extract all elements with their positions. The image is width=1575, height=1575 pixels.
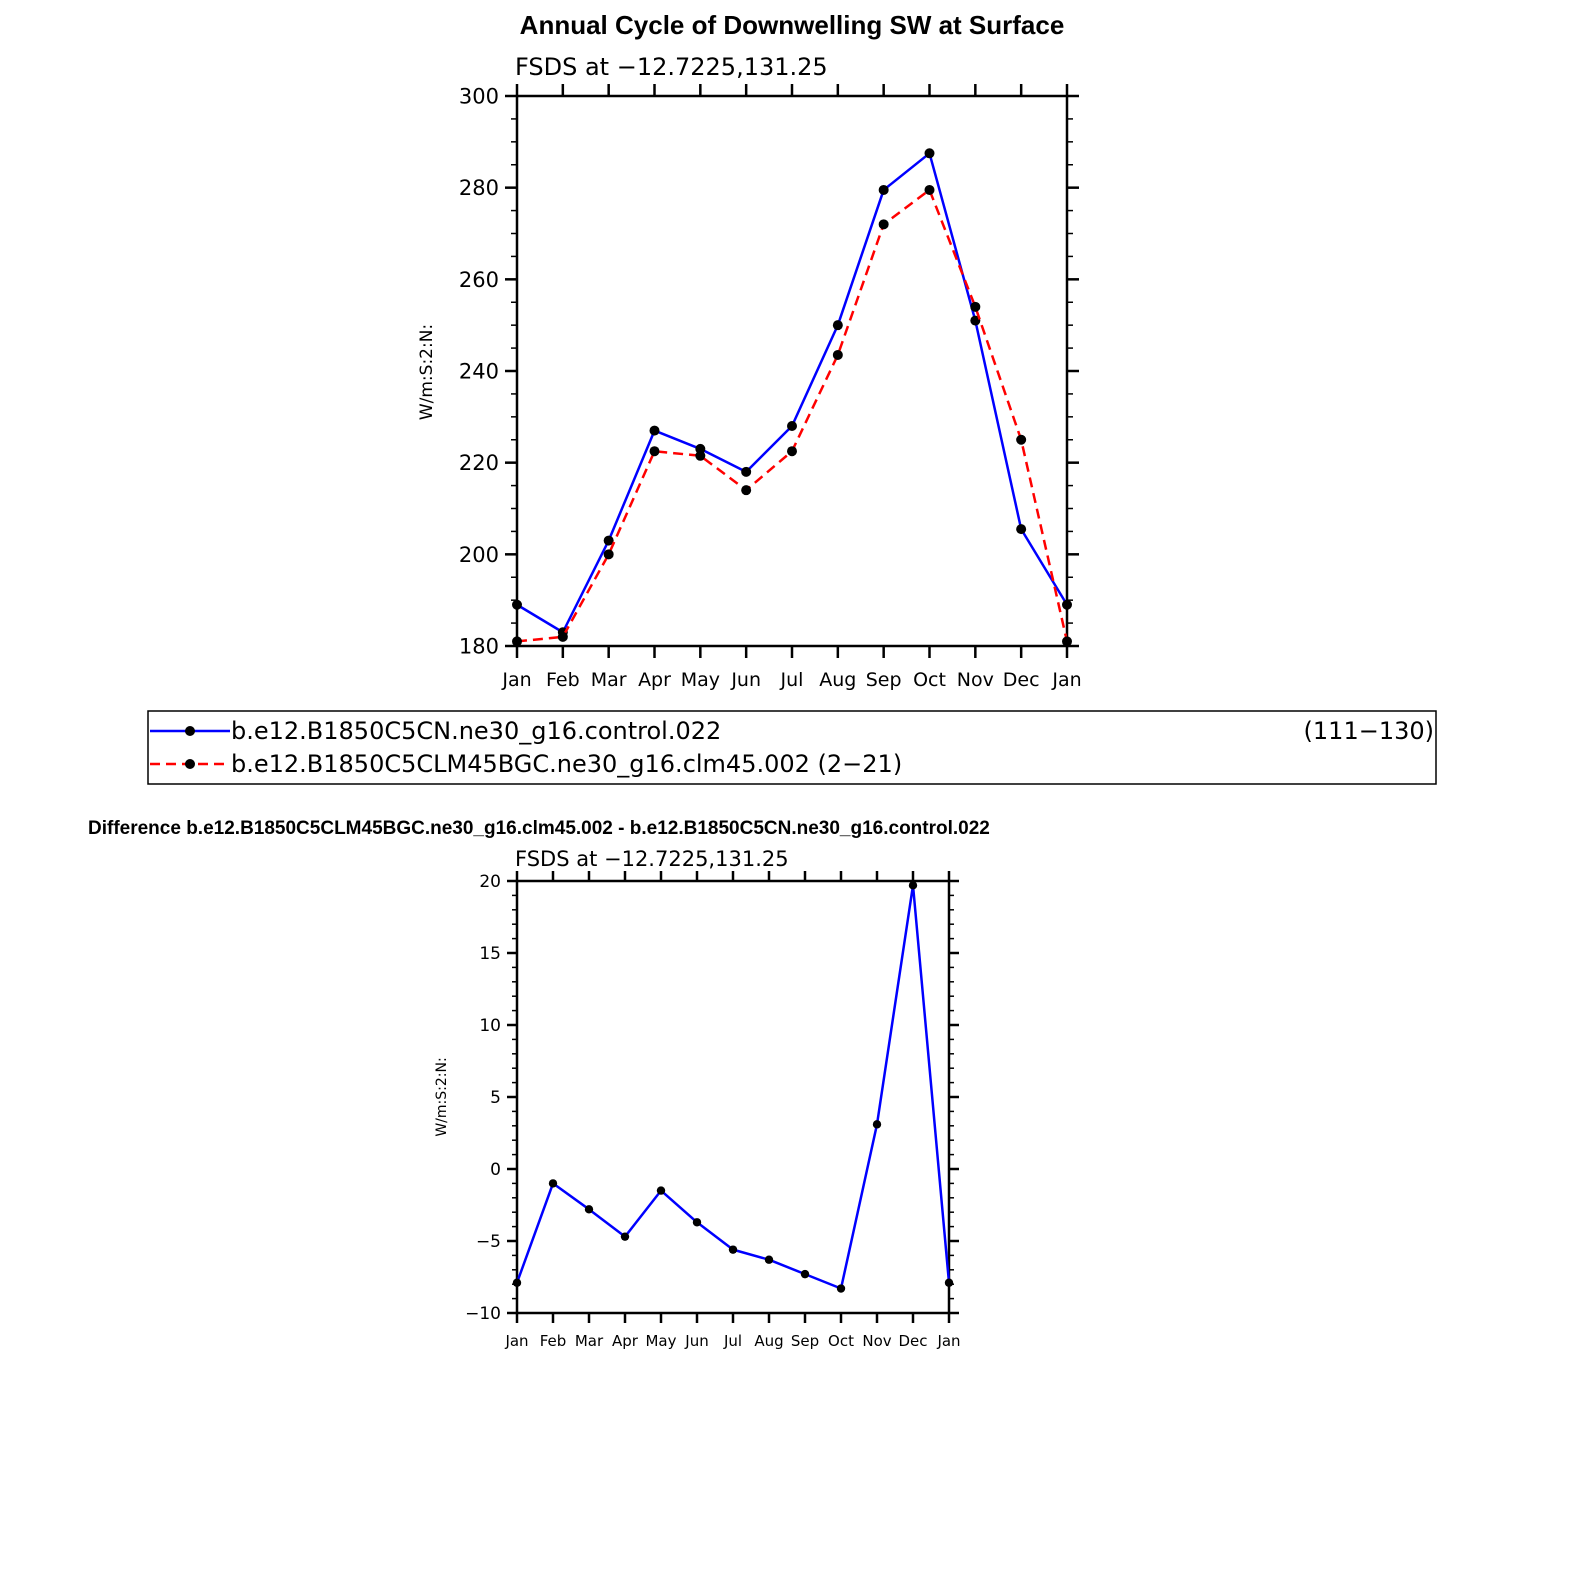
data-point bbox=[909, 881, 917, 889]
x-tick-label: Dec bbox=[1002, 669, 1040, 691]
data-point bbox=[513, 1279, 521, 1287]
data-point bbox=[879, 185, 889, 195]
x-tick-label: Jul bbox=[723, 1332, 743, 1350]
x-tick-label: May bbox=[680, 669, 720, 691]
y-tick-label: 240 bbox=[458, 359, 499, 384]
data-point bbox=[558, 632, 568, 642]
x-tick-label: Nov bbox=[956, 669, 994, 691]
chart1-series-group bbox=[512, 148, 1072, 646]
data-point bbox=[741, 467, 751, 477]
data-point bbox=[585, 1205, 593, 1213]
chart1-plot-frame bbox=[517, 96, 1067, 646]
data-point bbox=[833, 320, 843, 330]
data-point bbox=[873, 1120, 881, 1128]
data-point bbox=[1062, 636, 1072, 646]
data-point bbox=[765, 1256, 773, 1264]
page-title: Annual Cycle of Downwelling SW at Surface bbox=[519, 10, 1065, 40]
x-tick-label: Jan bbox=[937, 1332, 961, 1350]
y-tick-label: 20 bbox=[479, 872, 501, 893]
y-tick-label: −5 bbox=[475, 1232, 501, 1253]
data-point bbox=[729, 1245, 737, 1253]
chart1-axes bbox=[459, 84, 1082, 691]
data-point bbox=[657, 1186, 665, 1194]
data-point bbox=[693, 1218, 701, 1226]
x-tick-label: Jan bbox=[502, 669, 532, 691]
x-tick-label: Aug bbox=[819, 669, 857, 691]
legend-years-control: (111−130) bbox=[1303, 717, 1434, 745]
y-tick-label: 15 bbox=[479, 944, 501, 965]
x-tick-label: Jul bbox=[780, 669, 804, 691]
y-tick-label: 260 bbox=[458, 267, 499, 292]
y-tick-label: 0 bbox=[490, 1160, 501, 1181]
data-point bbox=[879, 219, 889, 229]
data-point bbox=[945, 1279, 953, 1287]
x-tick-label: Mar bbox=[590, 669, 627, 691]
x-tick-label: Aug bbox=[754, 1332, 784, 1350]
y-tick-label: 220 bbox=[458, 451, 499, 476]
legend-label-control: b.e12.B1850C5CN.ne30_g16.control.022 bbox=[231, 717, 722, 745]
data-point bbox=[741, 485, 751, 495]
data-point bbox=[621, 1232, 629, 1240]
series-line-1 bbox=[517, 190, 1067, 641]
diff-title: Difference b.e12.B1850C5CLM45BGC.ne30_g16.clm45.002 - b.e12.B1850C5CN.ne30_g16.control.022 bbox=[88, 818, 990, 839]
x-tick-label: Dec bbox=[898, 1332, 928, 1350]
chart2-subtitle: FSDS at −12.7225,131.25 bbox=[515, 847, 789, 871]
x-tick-label: Nov bbox=[862, 1332, 892, 1350]
data-point bbox=[604, 549, 614, 559]
data-point bbox=[1016, 524, 1026, 534]
data-point bbox=[650, 426, 660, 436]
legend-marker-control bbox=[185, 726, 195, 736]
x-tick-label: May bbox=[645, 1332, 677, 1350]
chart2-series-group bbox=[513, 881, 953, 1293]
y-tick-label: 300 bbox=[458, 84, 499, 109]
data-point bbox=[970, 302, 980, 312]
data-point bbox=[837, 1284, 845, 1292]
legend-label-clm45: b.e12.B1850C5CLM45BGC.ne30_g16.clm45.002 (2−21) bbox=[231, 750, 903, 778]
x-tick-label: Jan bbox=[1052, 669, 1082, 691]
y-tick-label: 200 bbox=[458, 542, 499, 567]
data-point bbox=[1062, 600, 1072, 610]
series-line-0 bbox=[517, 885, 949, 1288]
data-point bbox=[695, 451, 705, 461]
y-tick-label: 180 bbox=[458, 634, 499, 659]
data-point bbox=[650, 446, 660, 456]
x-tick-label: Oct bbox=[828, 1332, 854, 1350]
chart2-ylabel: W/m:S:2:N: bbox=[434, 1057, 450, 1137]
y-tick-label: −10 bbox=[465, 1304, 501, 1325]
data-point bbox=[833, 350, 843, 360]
x-tick-label: Sep bbox=[790, 1332, 820, 1350]
chart2-axes bbox=[465, 871, 960, 1350]
x-tick-label: Mar bbox=[574, 1332, 604, 1350]
x-tick-label: Feb bbox=[539, 1332, 567, 1350]
x-tick-label: Feb bbox=[546, 669, 580, 691]
data-point bbox=[925, 148, 935, 158]
y-tick-label: 10 bbox=[479, 1016, 501, 1037]
data-point bbox=[925, 185, 935, 195]
x-tick-label: Jun bbox=[731, 669, 762, 691]
data-point bbox=[787, 446, 797, 456]
chart1-ylabel: W/m:S:2:N: bbox=[417, 323, 437, 421]
data-point bbox=[512, 600, 522, 610]
x-tick-label: Jan bbox=[505, 1332, 529, 1350]
chart1-subtitle: FSDS at −12.7225,131.25 bbox=[515, 53, 828, 81]
x-tick-label: Sep bbox=[865, 669, 902, 691]
data-point bbox=[787, 421, 797, 431]
x-tick-label: Apr bbox=[612, 1332, 638, 1350]
x-tick-label: Oct bbox=[913, 669, 946, 691]
data-point bbox=[1016, 435, 1026, 445]
data-point bbox=[549, 1179, 557, 1187]
x-tick-label: Jun bbox=[685, 1332, 709, 1350]
legend-marker-clm45 bbox=[185, 759, 195, 769]
y-tick-label: 280 bbox=[458, 176, 499, 201]
x-tick-label: Apr bbox=[638, 669, 671, 691]
series-line-0 bbox=[517, 153, 1067, 632]
y-tick-label: 5 bbox=[490, 1088, 501, 1109]
data-point bbox=[512, 636, 522, 646]
data-point bbox=[801, 1270, 809, 1278]
